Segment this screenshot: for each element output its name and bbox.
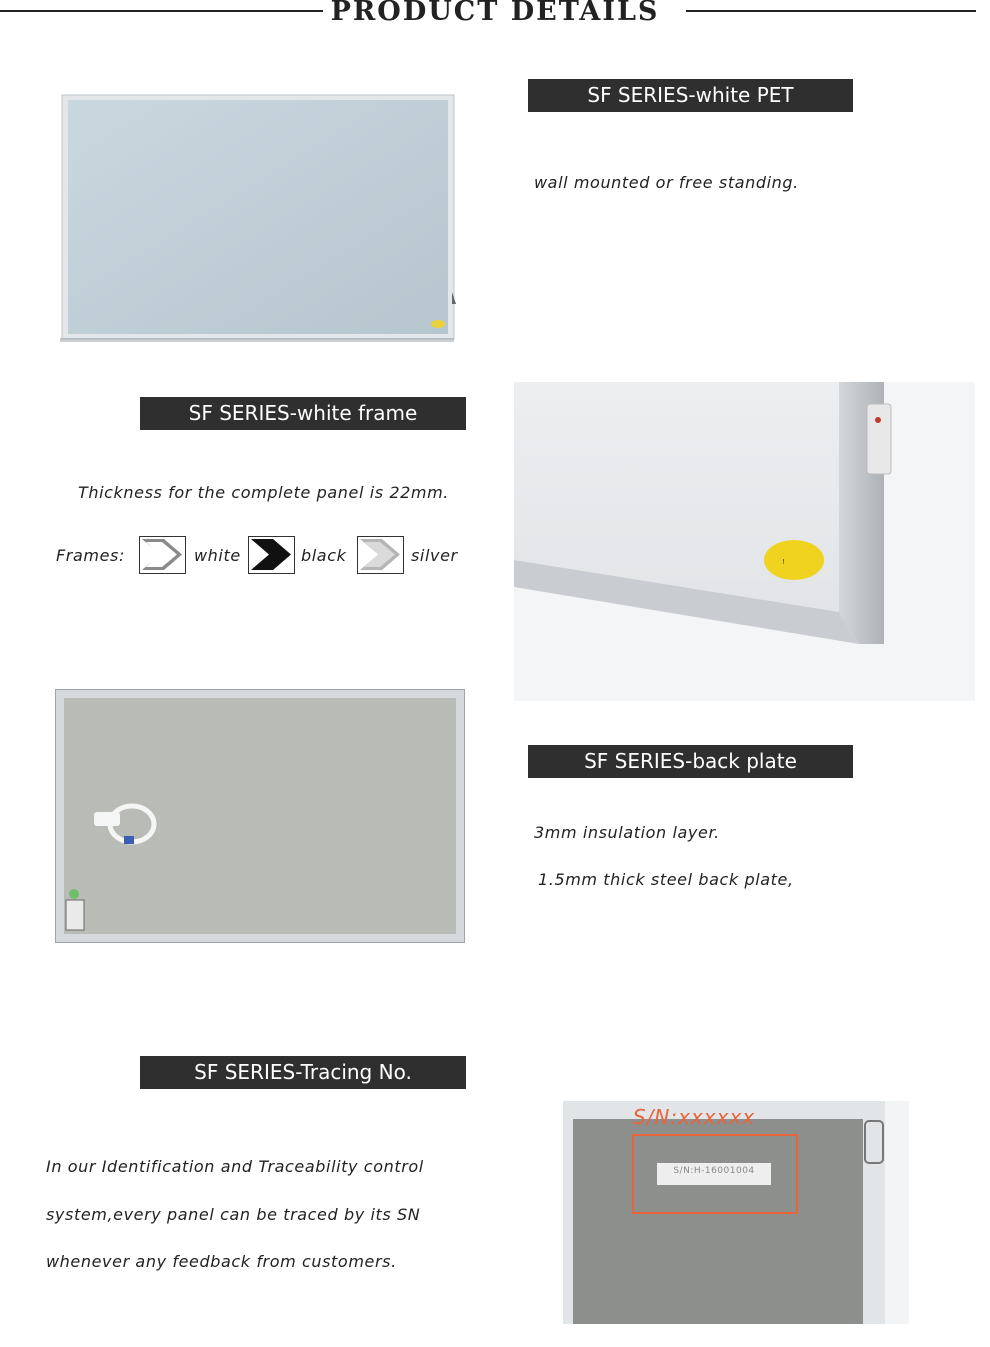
tracing-label: SF SERIES-Tracing No. [140,1056,466,1089]
frame-white-option[interactable]: white [194,546,241,565]
white-frame-label: SF SERIES-white frame [140,397,466,430]
frames-label: Frames: [56,546,125,565]
serial-number-overlay: S/N:xxxxxx [633,1105,756,1129]
panel-thickness-text: Thickness for the complete panel is 22mm. [78,483,449,502]
tracing-text-line1: In our Identification and Traceability control [46,1157,424,1176]
serial-number-sticker: S/N:H-16001004 [673,1166,755,1176]
tracing-text-line3: whenever any feedback from customers. [46,1252,397,1271]
back-plate-image [54,688,472,950]
frame-black-swatch-icon[interactable] [248,536,295,574]
frame-white-swatch-icon[interactable] [139,536,186,574]
insulation-layer-text: 3mm insulation layer. [534,823,720,842]
back-plate-label: SF SERIES-back plate [528,745,853,778]
white-pet-description: wall mounted or free standing. [534,173,799,192]
page-title: PRODUCT DETAILS [0,0,990,30]
frame-silver-swatch-icon[interactable] [357,536,404,574]
white-frame-closeup-image [514,382,975,701]
tracing-text-line2: system,every panel can be traced by its SN [46,1205,421,1224]
svg-text:!: ! [782,558,785,566]
steel-back-plate-text: 1.5mm thick steel back plate, [538,870,794,889]
frame-black-option[interactable]: black [301,546,347,565]
serial-number-image [563,1101,909,1324]
white-pet-panel-image [56,92,456,342]
white-pet-label: SF SERIES-white PET [528,79,853,112]
frame-silver-option[interactable]: silver [411,546,458,565]
